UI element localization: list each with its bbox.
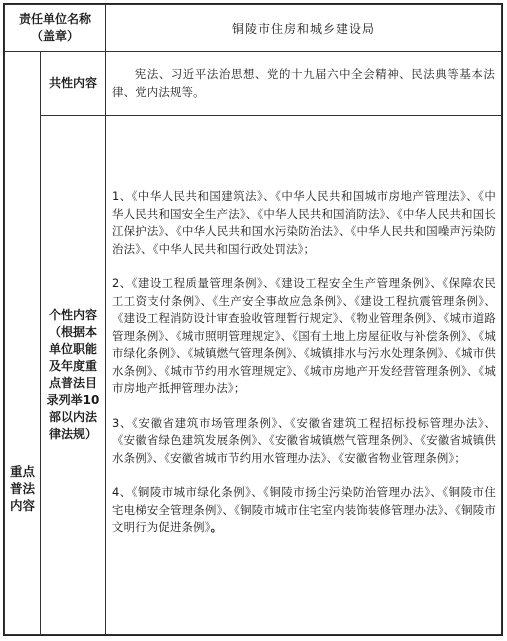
law-list-item-3: 3、《安徽省建筑市场管理条例》、《安徽省建筑工程招标投标管理办法》、《安徽省绿色建筑发展条例》、《安徽省城镇燃气管理条例》、《安徽省城镇供水条例》、《安徽省城市节约用水管理办法》、《安徽省物业管理条例》； bbox=[112, 415, 496, 465]
responsible-unit-label-line2: （盖章） bbox=[31, 29, 80, 43]
responsible-unit-label-line1: 责任单位名称 bbox=[19, 12, 92, 26]
header-row bbox=[5, 5, 502, 52]
law-list-item-4-end: 。 bbox=[210, 520, 223, 534]
common-content-row bbox=[5, 52, 502, 116]
specific-label-line: （根据本 bbox=[49, 325, 98, 339]
key-content-label-line2: 普法 bbox=[9, 481, 35, 496]
content-table bbox=[4, 4, 502, 635]
common-content-text: 宪法、习近平法治思想、党的十九届六中全会精神、民法典等基本法律、党内法规等。 bbox=[112, 67, 495, 99]
law-list-item-2: 2、《建设工程质量管理条例》、《建设工程安全生产管理条例》、《保障农民工工资支付条例》、《生产安全事故应急条例》、《建设工程抗震管理条例》、《建设工程消防设计审查验收管理暂行规定》、《物业管理条例》、《城市道路管理条例》、《城市照明管理规定》、《国有土地上房屋征收与补偿条例》、《城市绿化条例》、《城镇燃气管理条例》、《城镇排水与污水处理条例》、《城市供水条例》、《城市节约用水管理规定》、《城市房地产开发经营管理条例》、《城市房地产抵押管理办法》； bbox=[112, 276, 496, 395]
common-content-label: 共性内容 bbox=[41, 52, 106, 116]
specific-content-row bbox=[5, 116, 502, 635]
specific-label-line: 部以内法 bbox=[49, 410, 98, 424]
key-content-label-line3: 内容 bbox=[9, 498, 35, 513]
specific-content-label bbox=[41, 116, 106, 635]
specific-label-line: 录列举10 bbox=[46, 393, 100, 407]
key-content-label-line1: 重点 bbox=[9, 464, 35, 479]
specific-content-cell bbox=[106, 116, 502, 635]
specific-label-line: 单位职能 bbox=[49, 342, 98, 356]
responsible-unit-label bbox=[5, 5, 106, 52]
specific-label-line: 律法规） bbox=[49, 427, 98, 441]
law-list-item-4 bbox=[112, 484, 496, 537]
key-content-label bbox=[5, 52, 41, 635]
specific-label-line: 及年度重 bbox=[49, 359, 98, 373]
specific-label-line: 点普法目 bbox=[49, 376, 98, 390]
law-list-item-1: 1、《中华人民共和国建筑法》、《中华人民共和国城市房地产管理法》、《中华人民共和国安全生产法》、《中华人民共和国消防法》、《中华人民共和国长江保护法》、《中华人民共和国水污染防治法》、《中华人民共和国噪声污染防治法》、《中华人民共和国行政处罚法》； bbox=[112, 189, 496, 256]
common-content-cell bbox=[106, 52, 502, 116]
responsible-unit-name: 铜陵市住房和城乡建设局 bbox=[106, 5, 502, 52]
law-publicity-table bbox=[3, 3, 503, 636]
law-list-item-4-text: 4、《铜陵市城市绿化条例》、《铜陵市扬尘污染防治管理办法》、《铜陵市住宅电梯安全管理条例》、《铜陵市城市住宅室内装饰装修管理办法》、《铜陵市文明行为促进条例》 bbox=[112, 485, 496, 534]
specific-label-line: 个性内容 bbox=[49, 308, 98, 322]
